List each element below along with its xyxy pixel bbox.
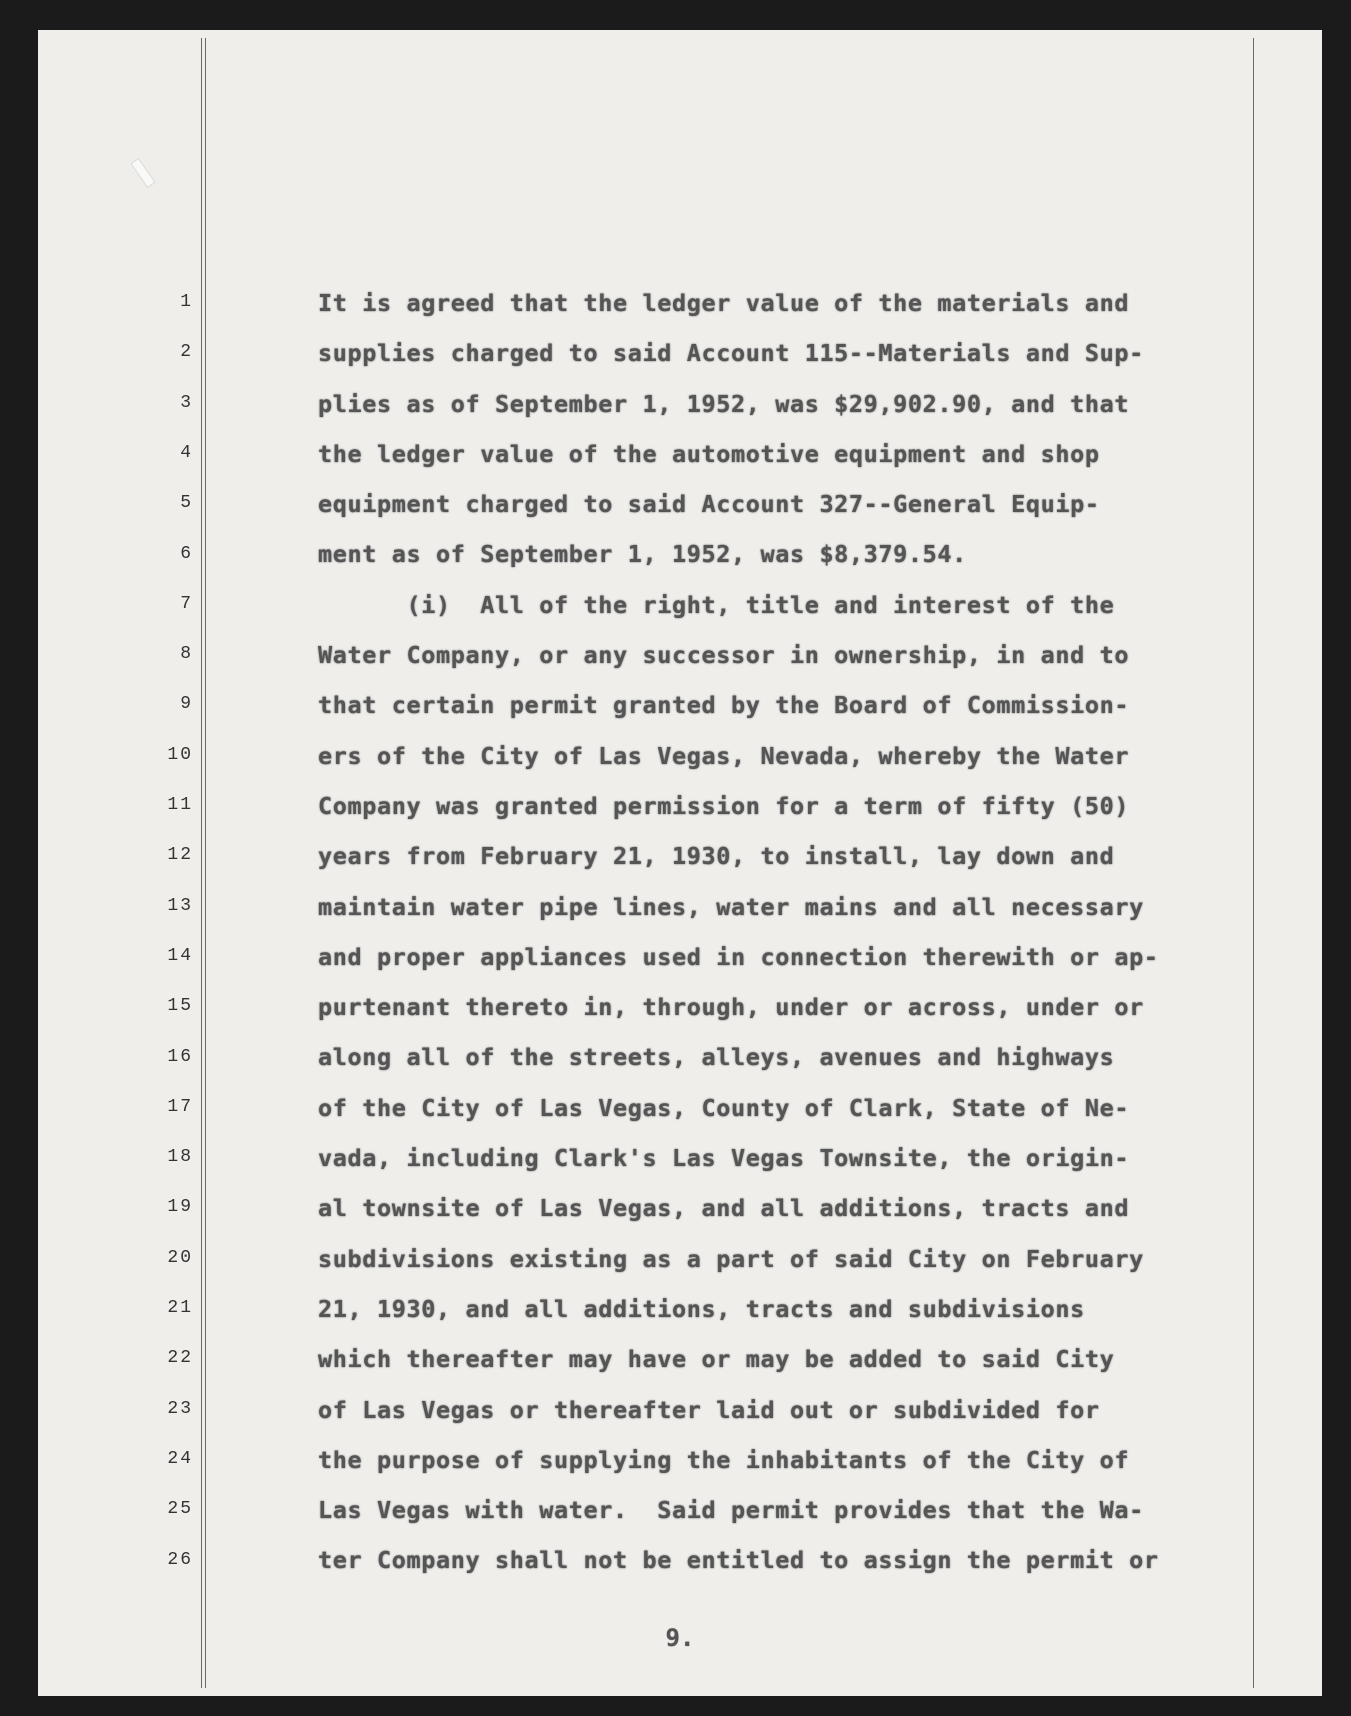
line-number: 18 xyxy=(167,1147,193,1168)
line-number: 23 xyxy=(167,1398,193,1419)
line-number: 6 xyxy=(180,543,193,564)
line-number: 22 xyxy=(167,1348,193,1369)
text-line: It is agreed that the ledger value of the materials and xyxy=(318,289,1130,317)
text-line: subdivisions existing as a part of said City on February xyxy=(318,1244,1144,1273)
text-line: maintain water pipe lines, water mains and all necessary xyxy=(318,892,1144,921)
line-number: 14 xyxy=(167,945,193,966)
text-line: Las Vegas with water. Said permit provides that the Wa- xyxy=(318,1496,1144,1525)
text-line: along all of the streets, alleys, avenues and highways xyxy=(318,1043,1115,1072)
text-line: al townsite of Las Vegas, and all additions, tracts and xyxy=(318,1194,1130,1223)
text-line: vada, including Clark's Las Vegas Townsite, the origin- xyxy=(318,1144,1130,1173)
page-number: 9. xyxy=(665,1624,695,1652)
line-number: 17 xyxy=(167,1096,193,1117)
right-margin-rule xyxy=(1253,38,1254,1688)
line-number: 3 xyxy=(180,392,193,413)
left-margin-rule xyxy=(201,38,202,1688)
line-number: 11 xyxy=(167,795,193,815)
line-number: 12 xyxy=(167,845,193,866)
text-line: of Las Vegas or thereafter laid out or subdivided for xyxy=(318,1395,1100,1424)
line-number: 19 xyxy=(167,1197,193,1218)
line-number: 7 xyxy=(180,593,193,614)
text-line: (i) All of the right, title and interest of the xyxy=(318,590,1115,619)
text-line: which thereafter may have or may be added to said City xyxy=(318,1345,1115,1374)
text-line: purtenant thereto in, through, under or across, under or xyxy=(318,993,1144,1022)
text-line: the ledger value of the automotive equipment and shop xyxy=(318,439,1100,468)
text-line: plies as of September 1, 1952, was $29,902.90, and that xyxy=(318,389,1130,418)
line-number: 5 xyxy=(180,493,193,514)
line-number: 25 xyxy=(167,1499,193,1520)
line-number: 10 xyxy=(167,744,193,765)
text-line: ter Company shall not be entitled to assign the permit or xyxy=(318,1546,1159,1575)
left-margin-rule-inner xyxy=(205,38,206,1688)
text-line: of the City of Las Vegas, County of Clark, State of Ne- xyxy=(318,1093,1130,1122)
text-line: equipment charged to said Account 327--General Equip- xyxy=(318,490,1100,519)
text-line: the purpose of supplying the inhabitants of the City of xyxy=(318,1445,1130,1474)
line-number: 2 xyxy=(180,342,193,363)
line-number: 1 xyxy=(180,292,193,312)
document-body xyxy=(318,278,1238,1586)
line-number: 26 xyxy=(167,1549,193,1570)
line-number: 16 xyxy=(167,1046,193,1067)
line-number-column xyxy=(38,30,193,1696)
text-line: that certain permit granted by the Board of Commission- xyxy=(318,691,1130,720)
text-line: Water Company, or any successor in ownership, in and to xyxy=(318,641,1130,670)
text-line: ment as of September 1, 1952, was $8,379.54. xyxy=(318,540,967,569)
line-number: 20 xyxy=(167,1247,193,1268)
text-line: 21, 1930, and all additions, tracts and subdivisions xyxy=(318,1294,1085,1323)
line-number: 8 xyxy=(180,644,193,665)
text-line: and proper appliances used in connection therewith or ap- xyxy=(318,942,1159,971)
text-line: years from February 21, 1930, to install, lay down and xyxy=(318,842,1115,871)
line-number: 24 xyxy=(167,1448,193,1469)
line-number: 9 xyxy=(180,694,193,715)
text-line: supplies charged to said Account 115--Materials and Sup- xyxy=(318,339,1144,368)
line-number: 15 xyxy=(167,996,193,1017)
line-number: 13 xyxy=(167,895,193,916)
line-number: 4 xyxy=(180,442,193,463)
text-line: ers of the City of Las Vegas, Nevada, whereby the Water xyxy=(318,741,1130,770)
document-page xyxy=(38,30,1322,1696)
text-line: Company was granted permission for a term of fifty (50) xyxy=(318,791,1130,820)
line-number: 21 xyxy=(167,1298,193,1318)
